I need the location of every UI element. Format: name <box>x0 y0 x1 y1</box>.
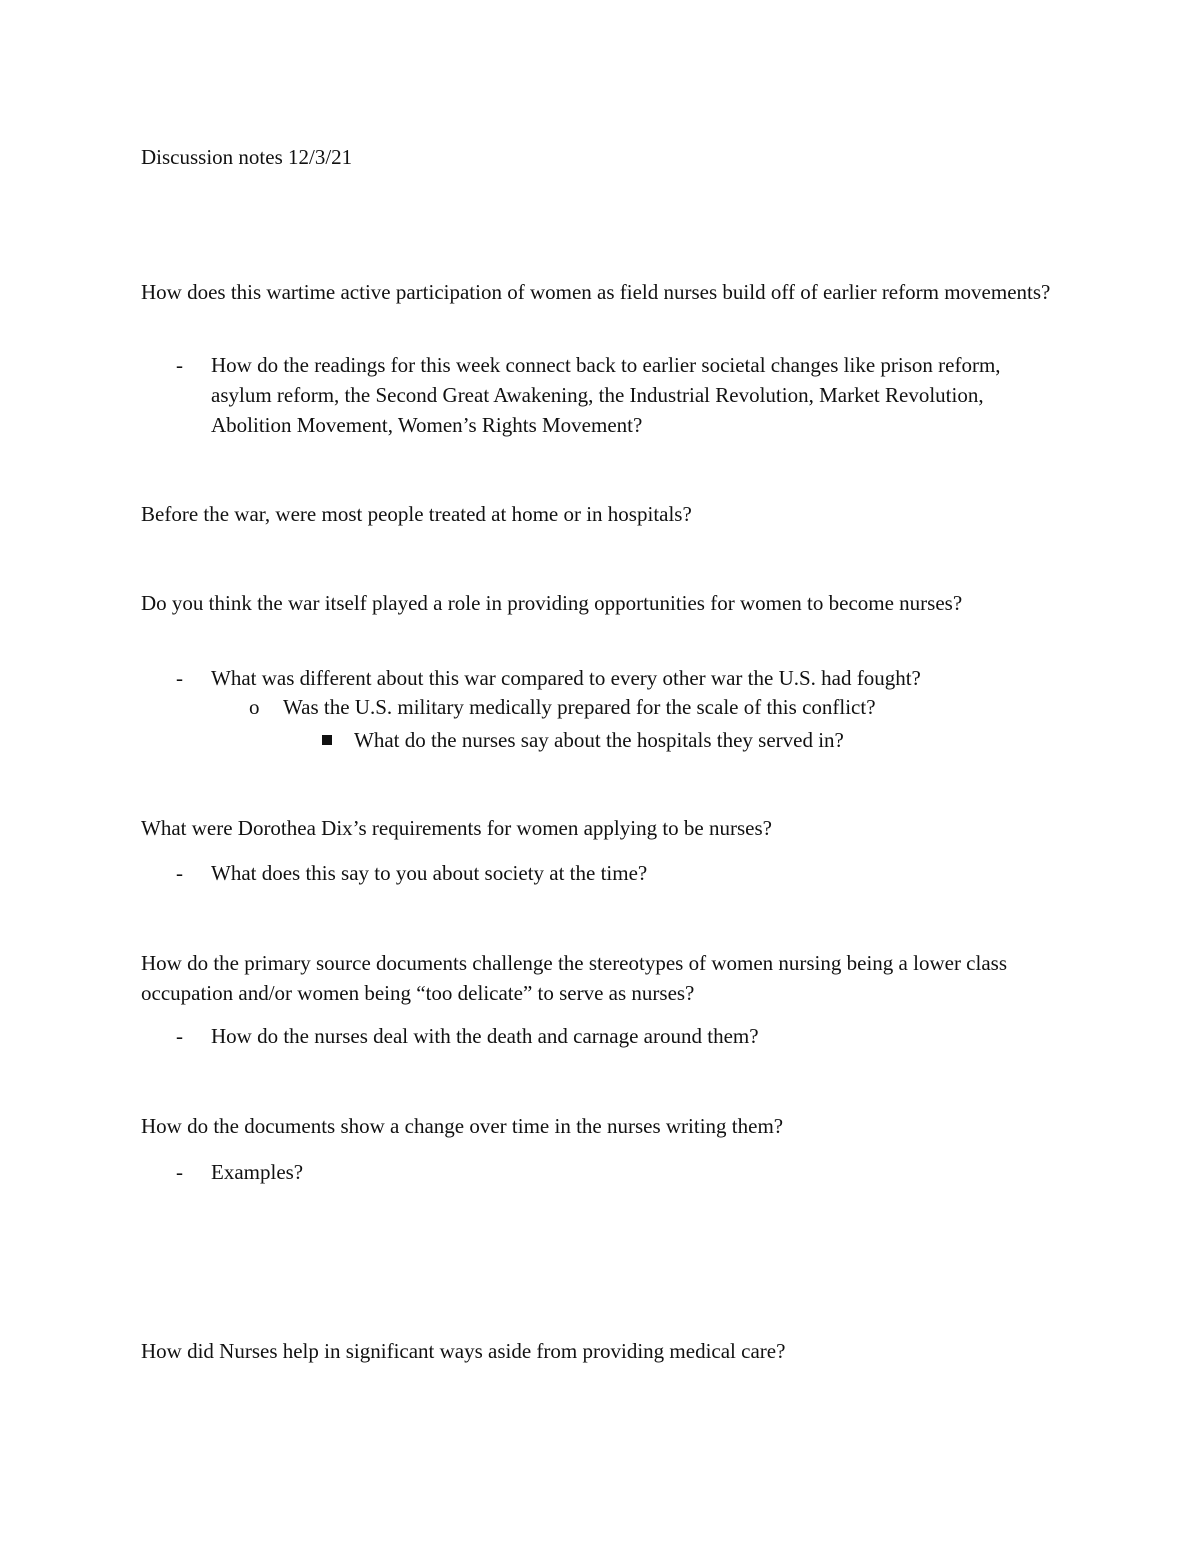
dash-marker: - <box>176 1160 183 1184</box>
dash-marker: - <box>176 353 183 377</box>
question-3-sub-1-sub-1-sub-1: What do the nurses say about the hospitals they served in? <box>354 728 844 752</box>
question-4-sub-1: What does this say to you about society at the time? <box>211 861 648 885</box>
question-3-sub-1-sub-1: Was the U.S. military medically prepared for the scale of this conflict? <box>283 695 876 719</box>
document-title: Discussion notes 12/3/21 <box>141 145 353 169</box>
question-7: How did Nurses help in significant ways aside from providing medical care? <box>141 1339 786 1363</box>
dash-marker: - <box>176 1024 183 1048</box>
dash-marker: - <box>176 666 183 690</box>
question-1-sub-1: How do the readings for this week connect back to earlier societal changes like prison reform, asylum reform, the Second Great Awakening, the Industrial Revolution, Market Revolution, Abolition Movement, Women’s Rights Movement? <box>211 353 1001 437</box>
square-bullet-icon <box>322 735 332 745</box>
question-3: Do you think the war itself played a role in providing opportunities for women to become nurses? <box>141 591 963 615</box>
question-5: How do the primary source documents challenge the stereotypes of women nursing being a lower class occupation and/or women being “too delicate” to serve as nurses? <box>141 951 1008 1005</box>
question-2: Before the war, were most people treated at home or in hospitals? <box>141 502 692 526</box>
question-6-sub-1: Examples? <box>211 1160 304 1184</box>
dash-marker: - <box>176 861 183 885</box>
question-3-sub-1: What was different about this war compared to every other war the U.S. had fought? <box>211 666 921 690</box>
question-4: What were Dorothea Dix’s requirements for women applying to be nurses? <box>141 816 772 840</box>
circle-marker: o <box>249 695 260 719</box>
question-6: How do the documents show a change over time in the nurses writing them? <box>141 1114 784 1138</box>
question-1: How does this wartime active participation of women as field nurses build off of earlier reform movements? <box>141 280 1051 304</box>
question-5-sub-1: How do the nurses deal with the death and carnage around them? <box>211 1024 759 1048</box>
